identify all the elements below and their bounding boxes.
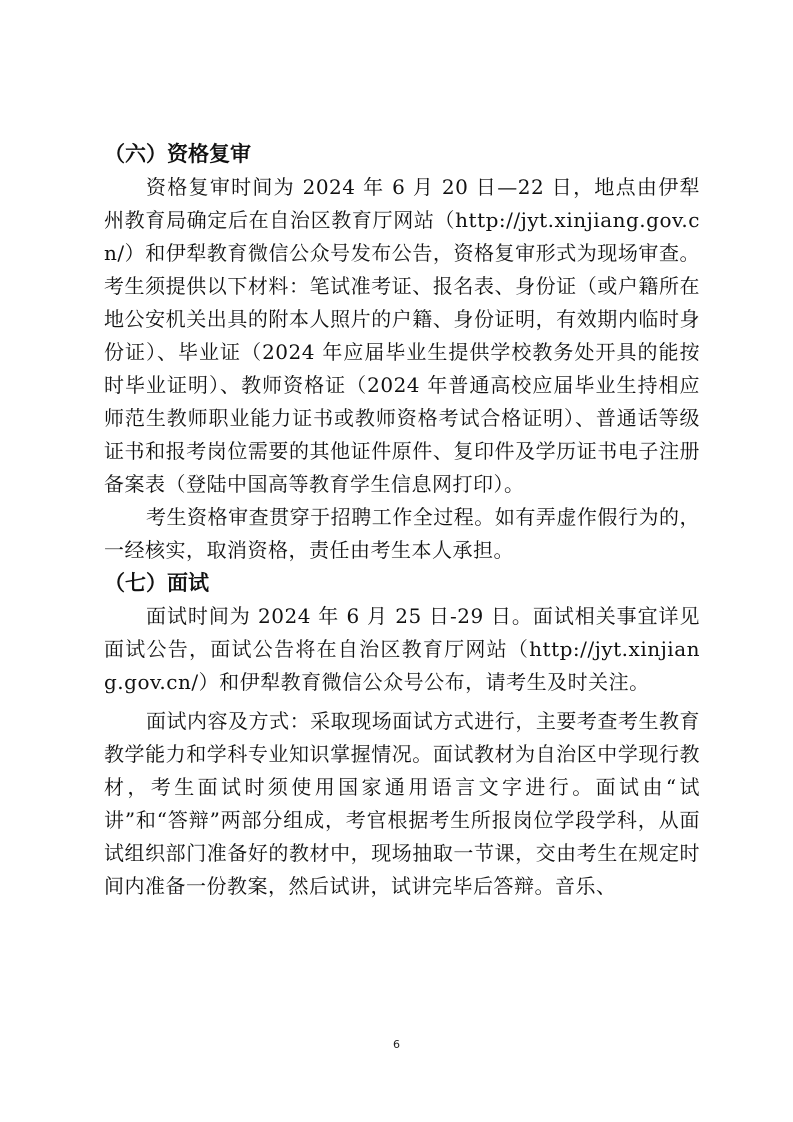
section-7-paragraph-1: 面试时间为 2024 年 6 月 25 日-29 日。面试相关事宜详见面试公告，面试公告将在自治区教育厅网站（http://jyt.xinjiang.gov.cn/）和伊犁教育微信公众号公布，请考生及时关注。	[104, 604, 700, 694]
section-6-paragraph-1: 资格复审时间为 2024 年 6 月 20 日—22 日，地点由伊犁州教育局确定后在自治区教育厅网站（http://jyt.xinjiang.gov.cn/）和伊犁教育微信公众号发布公告，资格复审形式为现场审查。考生须提供以下材料：笔试准考证、报名表、身份证（或户籍所在地公安机关出具的附本人照片的户籍、身份证明，有效期内临时身份证）、毕业证（2024 年应届毕业生提供学校教务处开具的能按时毕业证明）、教师资格证（2024 年普通高校应届毕业生持相应师范生教师职业能力证书或教师资格考试合格证明）、普通话等级证书和报考岗位需要的其他证件原件、复印件及学历证书电子注册备案表（登陆中国高等教育学生信息网打印）。	[104, 175, 700, 496]
document-body	[104, 138, 700, 903]
section-7-heading: （七）面试	[104, 571, 209, 595]
section-6-paragraph-2: 考生资格审查贯穿于招聘工作全过程。如有弄虚作假行为的，一经核实，取消资格，责任由考生本人承担。	[104, 505, 700, 562]
section-6-heading: （六）资格复审	[104, 142, 251, 166]
section-7-paragraph-2: 面试内容及方式：采取现场面试方式进行，主要考查考生教育教学能力和学科专业知识掌握情况。面试教材为自治区中学现行教材，考生面试时须使用国家通用语言文字进行。面试由“试讲”和“答辩”两部分组成，考官根据考生所报岗位学段学科，从面试组织部门准备好的教材中，现场抽取一节课，交由考生在规定时间内准备一份教案，然后试讲，试讲完毕后答辩。音乐、	[104, 709, 700, 898]
page-number: 6	[393, 1038, 400, 1051]
